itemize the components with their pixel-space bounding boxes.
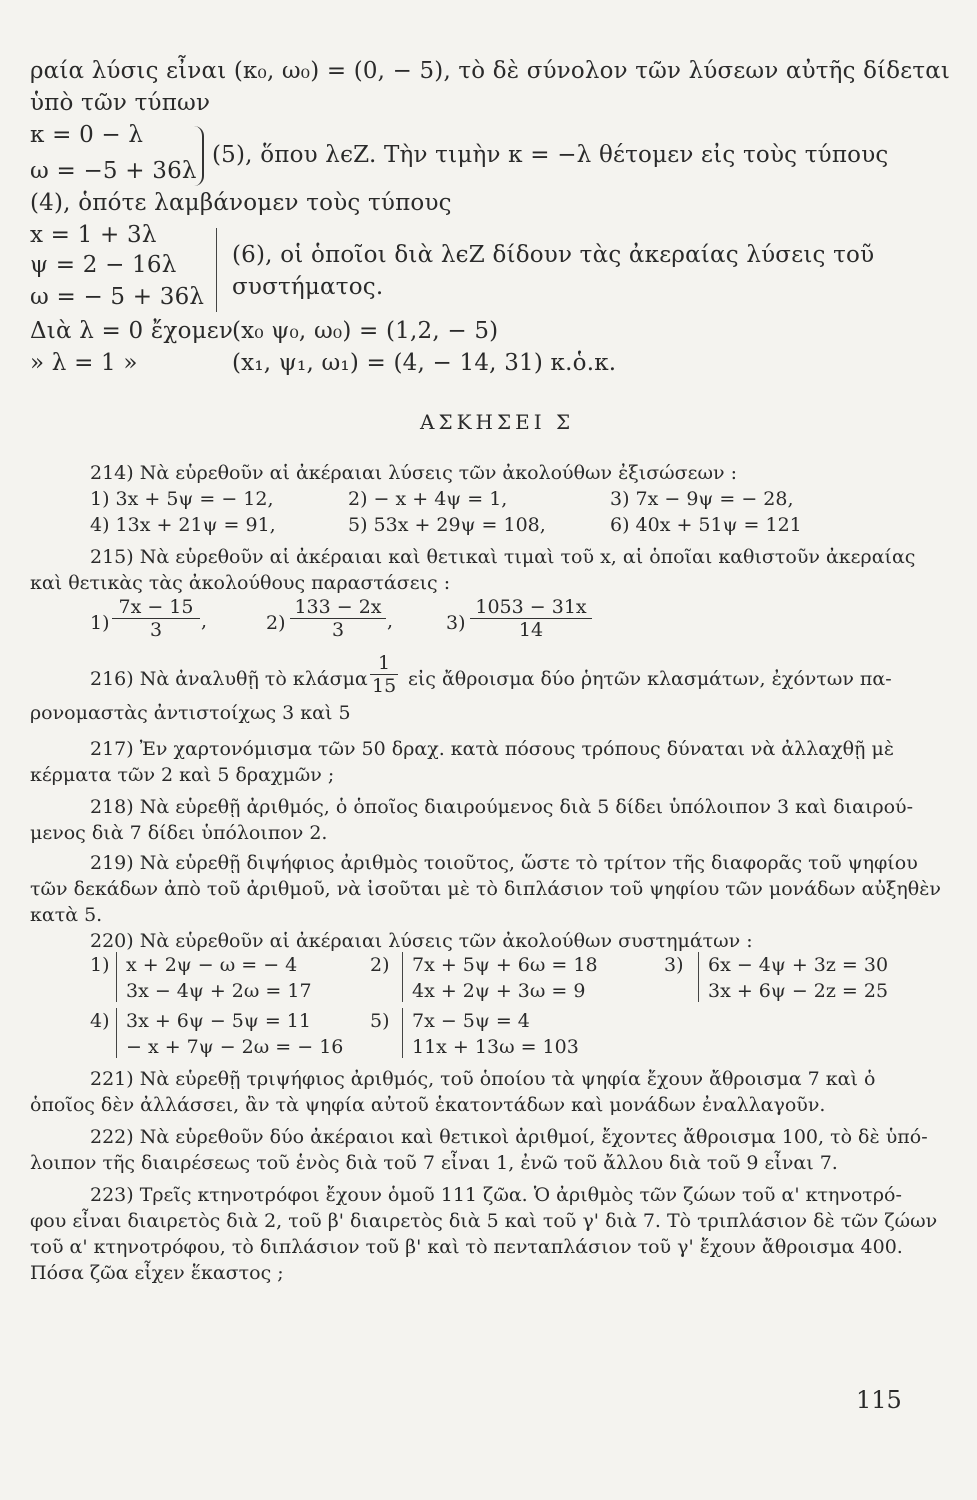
system-220-1-eq-1: x + 2ψ − ω = − 4 xyxy=(126,954,298,976)
exercise-222-line-2: λοιπον τῆς διαιρέσεως τοῦ ἑνὸς διὰ τοῦ 7 εἶναι 1, ἐνῶ τοῦ ἄλλου διὰ τοῦ 9 εἶναι 7. xyxy=(30,1152,838,1174)
dia-right: (x₀ ψ₀, ω₀) = (1,2, − 5) xyxy=(232,318,499,344)
exercise-214-eq-3: 3) 7x − 9ψ = − 28, xyxy=(610,488,794,510)
fraction-1-label: 1) xyxy=(90,612,110,634)
fraction-2 xyxy=(290,596,386,641)
fraction-3-numerator: 1053 − 31x xyxy=(470,596,592,619)
exercise-217-line-1: 217) Ἐν χαρτονόμισμα τῶν 50 δραχ. κατὰ πόσους τρόπους δύναται νὰ ἀλλαχθῇ μὲ xyxy=(90,738,895,760)
system-220-3-eq-2: 3x + 6ψ − 2z = 25 xyxy=(708,980,889,1002)
system-220-3-label: 3) xyxy=(664,954,684,976)
exercise-220-text: 220) Νὰ εὑρεθοῦν αἱ ἀκέραιαι λύσεις τῶν ἀκολούθων συστημάτων : xyxy=(90,930,753,952)
system-220-3-bar xyxy=(698,952,699,1002)
exercise-222-line-1: 222) Νὰ εὑρεθοῦν δύο ἀκέραιοι καὶ θετικοὶ ἀριθμοί, ἔχοντες ἄθροισμα 100, τὸ δὲ ὑπό- xyxy=(90,1126,928,1148)
system-220-4-eq-2: − x + 7ψ − 2ω = − 16 xyxy=(126,1036,344,1058)
exercise-223-line-4: Πόσα ζῶα εἶχεν ἕκαστος ; xyxy=(30,1262,284,1284)
system-220-5-eq-2: 11x + 13ω = 103 xyxy=(412,1036,579,1058)
system-220-1-bar xyxy=(116,952,117,1002)
fraction-1-denominator: 3 xyxy=(149,619,163,641)
system-5-eq-1: κ = 0 − λ xyxy=(30,122,144,148)
system-5-text: (5), ὅπου λϵZ. Τὴν τιμὴν κ = −λ θέτομεν εἰς τοὺς τύπους xyxy=(212,142,889,168)
intro-line-4: (4), ὁπότε λαμβάνομεν τοὺς τύπους xyxy=(30,190,452,216)
fraction-2-numerator: 133 − 2x xyxy=(290,596,386,619)
fraction-2-denominator: 3 xyxy=(331,619,345,641)
system-6-text-1: (6), οἱ ὁποῖοι διὰ λϵZ δίδουν τὰς ἀκεραίας λύσεις τοῦ xyxy=(232,242,875,268)
exercise-216-line-2: ρονομαστὰς ἀντιστοίχως 3 καὶ 5 xyxy=(30,702,351,724)
exercise-216-post: εἰς ἄθροισμα δύο ῥητῶν κλασμάτων, ἐχόντων πα- xyxy=(408,668,892,690)
exercise-219-line-2: τῶν δεκάδων ἀπὸ τοῦ ἀριθμοῦ, νὰ ἰσοῦται μὲ τὸ διπλάσιον τοῦ ψηφίου τῶν μονάδων αὐξηθὲν xyxy=(30,878,941,900)
exercise-214-eq-1: 1) 3x + 5ψ = − 12, xyxy=(90,488,274,510)
system-220-5-bar xyxy=(402,1008,403,1058)
system-220-4-bar xyxy=(116,1008,117,1058)
system-5-eq-2: ω = −5 + 36λ xyxy=(30,158,197,184)
fraction-2-comma: , xyxy=(387,610,394,632)
exercise-214-eq-4: 4) 13x + 21ψ = 91, xyxy=(90,514,276,536)
system-220-1-label: 1) xyxy=(90,954,110,976)
exercise-214-eq-6: 6) 40x + 51ψ = 121 xyxy=(610,514,802,536)
intro-line-2: ὑπὸ τῶν τύπων xyxy=(30,90,211,116)
exercise-219-line-3: κατὰ 5. xyxy=(30,904,103,926)
system-6-text-2: συστήματος. xyxy=(232,274,384,300)
system-6-eq-2: ψ = 2 − 16λ xyxy=(30,252,177,278)
exercise-221-line-1: 221) Νὰ εὑρεθῇ τριψήφιος ἀριθμός, τοῦ ὁποίου τὰ ψηφία ἔχουν ἄθροισμα 7 καὶ ὁ xyxy=(90,1068,876,1090)
exercise-218-line-2: μενος διὰ 7 δίδει ὑπόλοιπον 2. xyxy=(30,822,328,844)
fraction-1-numerator: 7x − 15 xyxy=(112,596,200,619)
system-220-2-eq-1: 7x + 5ψ + 6ω = 18 xyxy=(412,954,598,976)
fraction-3 xyxy=(470,596,592,641)
system-5-brace xyxy=(190,126,204,186)
system-220-3-eq-1: 6x − 4ψ + 3z = 30 xyxy=(708,954,889,976)
fraction-1-comma: , xyxy=(201,610,208,632)
exercise-219-line-1: 219) Νὰ εὑρεθῇ διψήφιος ἀριθμὸς τοιοῦτος, ὥστε τὸ τρίτον τῆς διαφορᾶς τοῦ ψηφίου xyxy=(90,852,918,874)
system-220-5-eq-1: 7x − 5ψ = 4 xyxy=(412,1010,530,1032)
system-6-bar xyxy=(216,228,217,312)
system-220-2-label: 2) xyxy=(370,954,390,976)
fraction-216 xyxy=(370,652,398,697)
exercise-221-line-2: ὁποῖος δὲν ἀλλάσσει, ἂν τὰ ψηφία αὐτοῦ ἑκατοντάδων καὶ μονάδων ἐναλλαγοῦν. xyxy=(30,1094,826,1116)
exercise-215-line-2: καὶ θετικὰς τὰς ἀκολούθους παραστάσεις : xyxy=(30,572,451,594)
section-heading: ΑΣΚΗΣΕΙ Σ xyxy=(420,410,575,434)
system-220-1-eq-2: 3x − 4ψ + 2ω = 17 xyxy=(126,980,312,1002)
exercise-218-line-1: 218) Νὰ εὑρεθῇ ἀριθμός, ὁ ὁποῖος διαιρούμενος διὰ 5 δίδει ὑπόλοιπον 3 καὶ διαιρού- xyxy=(90,796,914,818)
exercise-217-line-2: κέρματα τῶν 2 καὶ 5 δραχμῶν ; xyxy=(30,764,335,786)
system-220-4-eq-1: 3x + 6ψ − 5ψ = 11 xyxy=(126,1010,311,1032)
fraction-216-denominator: 15 xyxy=(372,675,397,697)
exercise-223-line-1: 223) Τρεῖς κτηνοτρόφοι ἔχουν ὁμοῦ 111 ζῶα. Ὁ ἀριθμὸς τῶν ζώων τοῦ α' κτηνοτρό- xyxy=(90,1184,902,1206)
page-number: 115 xyxy=(856,1386,902,1414)
exercise-223-line-3: τοῦ α' κτηνοτρόφου, τὸ διπλάσιον τοῦ β' καὶ τὸ πενταπλάσιον τοῦ γ' ἔχουν ἄθροισμα 400. xyxy=(30,1236,903,1258)
system-6-eq-1: x = 1 + 3λ xyxy=(30,222,157,248)
fraction-3-label: 3) xyxy=(446,612,466,634)
exercise-214-text: 214) Νὰ εὑρεθοῦν αἱ ἀκέραιαι λύσεις τῶν ἀκολούθων ἐξισώσεων : xyxy=(90,462,737,484)
exercise-214-eq-2: 2) − x + 4ψ = 1, xyxy=(348,488,508,510)
fraction-216-numerator: 1 xyxy=(370,652,398,675)
dia-left: Διὰ λ = 0 ἔχομεν xyxy=(30,318,234,344)
exercise-223-line-2: φου εἶναι διαιρετὸς διὰ 2, τοῦ β' διαιρετὸς διὰ 5 καὶ τοῦ γ' διὰ 7. Τὸ τριπλάσιον δὲ τῶν ζώων xyxy=(30,1210,938,1232)
fraction-2-label: 2) xyxy=(266,612,286,634)
fraction-1 xyxy=(112,596,200,641)
exercise-214-eq-5: 5) 53x + 29ψ = 108, xyxy=(348,514,546,536)
system-220-5-label: 5) xyxy=(370,1010,390,1032)
system-220-2-bar xyxy=(402,952,403,1002)
exercise-216-pre: 216) Νὰ ἀναλυθῇ τὸ κλάσμα xyxy=(90,668,368,690)
intro-line-1: ραία λύσις εἶναι (κ₀, ω₀) = (0, − 5), τὸ δὲ σύνολον τῶν λύσεων αὐτῆς δίδεται xyxy=(30,58,951,84)
fraction-3-denominator: 14 xyxy=(518,619,544,641)
exercise-215-line-1: 215) Νὰ εὑρεθοῦν αἱ ἀκέραιαι καὶ θετικαὶ τιμαὶ τοῦ x, αἱ ὁποῖαι καθιστοῦν ἀκεραίας xyxy=(90,546,916,568)
quote-right: (x₁, ψ₁, ω₁) = (4, − 14, 31) κ.ὁ.κ. xyxy=(232,350,617,376)
system-220-2-eq-2: 4x + 2ψ + 3ω = 9 xyxy=(412,980,586,1002)
quote-left: » λ = 1 » xyxy=(30,350,138,376)
system-220-4-label: 4) xyxy=(90,1010,110,1032)
system-6-eq-3: ω = − 5 + 36λ xyxy=(30,284,205,310)
